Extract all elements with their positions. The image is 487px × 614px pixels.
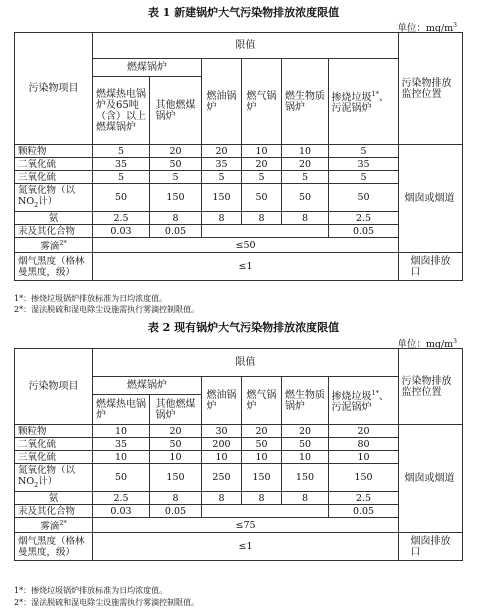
table-row: 二氧化硫 35 50 200 50 50 80 [15,438,463,451]
header-coal-chp: 燃煤热电锅炉及65吨（含）以上燃煤锅炉 [93,77,150,145]
table1-note-1: 1*：掺烧垃圾锅炉排放标准为日均浓度值。 [14,294,168,303]
table-row: 烟气黑度（格林曼黑度，级） ≤1 烟囱排放口 [15,253,463,281]
table-row: 雾滴$^{2*}$ ≤75 [15,518,463,533]
table-row: 氨 2.5 8 8 8 8 2.5 [15,212,463,225]
header-pollutant: 污染物项目 [15,33,93,145]
table2-unit: 单位：$mg/m^3$ [397,337,457,350]
table-row: 二氧化硫 35 50 35 20 20 35 [15,158,463,171]
header-gas: 燃气锅炉 [242,377,282,425]
table1-unit: 单位：$mg/m^3$ [397,21,457,34]
header-waste: 掺烧垃圾$^{1*}$、污泥锅炉 [329,377,399,425]
monitor-main: 烟囱或烟道 [399,145,463,253]
header-coal: 燃煤锅炉 [93,59,202,77]
header-bio: 燃生物质锅炉 [282,59,329,145]
table-row: 氮氧化物（以$NO_2$计） 50 150 150 50 50 50 [15,184,463,212]
header-coal-chp: 燃煤热电锅炉 [93,395,150,425]
table-row: 颗粒物 10 20 30 20 20 20 烟囱或烟道 [15,425,463,438]
header-pollutant: 污染物项目 [15,349,93,425]
header-coal-other: 其他燃煤锅炉 [150,77,202,145]
header-limit: 限值 [93,349,399,377]
table1-note-2: 2*：湿法脱硫和湿电除尘设施需执行雾滴控制限值。 [14,305,200,314]
header-oil: 燃油锅炉 [202,377,242,425]
table2-note-1: 1*：掺烧垃圾锅炉排放标准为日均浓度值。 [14,586,168,595]
table-row: 三氧化硫 5 5 5 5 5 5 [15,171,463,184]
header-bio: 燃生物质锅炉 [282,377,329,425]
header-coal: 燃煤锅炉 [93,377,202,395]
header-coal-other: 其他燃煤锅炉 [150,395,202,425]
table-row: 汞及其化合物 0.03 0.05 0.05 [15,505,463,518]
table-row: 雾滴$^{2*}$ ≤50 [15,238,463,253]
header-monitor: 污染物排放监控位置 [399,33,463,145]
header-monitor: 污染物排放监控位置 [399,349,463,425]
table2-title: 表 2 现有锅炉大气污染物排放浓度限值 [147,321,340,334]
table-row: 汞及其化合物 0.03 0.05 0.05 [15,225,463,238]
header-waste: 掺烧垃圾$^{1*}$、污泥锅炉 [329,59,399,145]
header-gas: 燃气锅炉 [242,59,282,145]
table-row: 颗粒物 5 20 20 10 10 5 烟囱或烟道 [15,145,463,158]
table1-title: 表 1 新建锅炉大气污染物排放浓度限值 [147,6,340,19]
monitor-main: 烟囱或烟道 [399,425,463,533]
header-limit: 限值 [93,33,399,59]
table-row: 三氧化硫 10 10 10 10 10 10 [15,451,463,464]
header-oil: 燃油锅炉 [202,59,242,145]
table2 [14,348,463,561]
table1 [14,32,463,281]
table-row: 氨 2.5 8 8 8 8 2.5 [15,492,463,505]
table2-note-2: 2*：湿法脱硫和湿电除尘设施需执行雾滴控制限值。 [14,598,200,607]
table-row: 烟气黑度（格林曼黑度，级） ≤1 烟囱排放口 [15,533,463,561]
table-row: 氮氧化物（以$NO_2$计） 50 150 250 150 150 150 [15,464,463,492]
